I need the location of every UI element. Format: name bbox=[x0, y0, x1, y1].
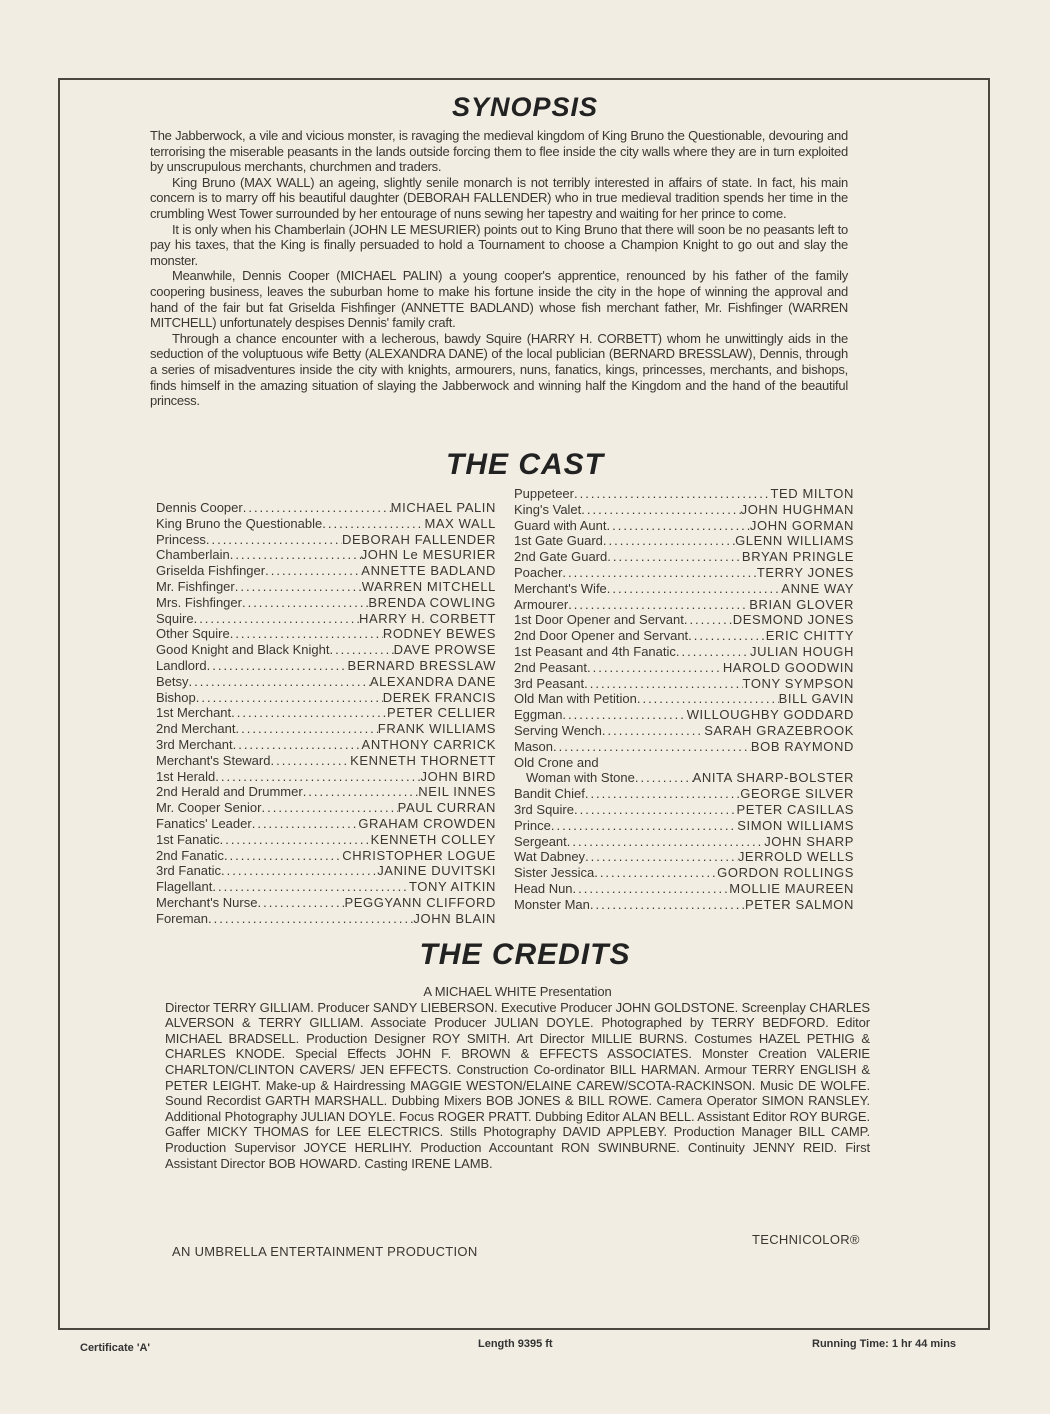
dot-leader bbox=[587, 660, 723, 676]
cast-row bbox=[156, 879, 496, 895]
cast-actor: WARREN MITCHELL bbox=[361, 578, 496, 594]
cast-role: Poacher bbox=[514, 564, 563, 580]
dot-leader bbox=[252, 816, 359, 832]
cast-actor: JOHN GORMAN bbox=[749, 517, 854, 533]
cast-actor: MICHAEL PALIN bbox=[390, 500, 496, 515]
cast-role: Sergeant bbox=[514, 833, 567, 849]
dot-leader bbox=[236, 721, 378, 737]
cast-row bbox=[156, 705, 496, 721]
cast-role: 1st Herald bbox=[156, 768, 216, 784]
cast-row bbox=[514, 786, 854, 802]
synopsis-text bbox=[150, 128, 848, 409]
cast-row bbox=[514, 660, 854, 676]
cast-role: Landlord bbox=[156, 657, 207, 673]
cast-role: Mrs. Fishfinger bbox=[156, 594, 242, 610]
cast-role: Monster Man bbox=[514, 896, 590, 912]
dot-leader bbox=[551, 818, 737, 834]
cast-role: King Bruno the Questionable bbox=[156, 515, 323, 531]
cast-row bbox=[156, 674, 496, 690]
dot-leader bbox=[221, 863, 377, 879]
dot-leader bbox=[602, 723, 704, 739]
cast-role: 2nd Herald and Drummer bbox=[156, 784, 303, 800]
dot-leader bbox=[574, 486, 770, 502]
cast-actor: WILLOUGHBY GODDARD bbox=[686, 707, 854, 723]
dot-leader bbox=[584, 676, 742, 692]
cast-row bbox=[156, 769, 496, 785]
synopsis-paragraph: It is only when his Chamberlain (JOHN LE MESURIER) points out to King Bruno that there will soon be no peasants left to pay his taxes, that the King is finally persuaded to hold a Tournament to choose a Champion Knight to go out and slay the monster. bbox=[150, 221, 848, 268]
cast-row bbox=[514, 676, 854, 692]
dot-leader bbox=[206, 532, 342, 548]
cast-actor: JERROLD WELLS bbox=[737, 849, 854, 865]
cast-row bbox=[514, 612, 854, 628]
cast-actor: GEORGE SILVER bbox=[740, 786, 854, 802]
cast-row bbox=[156, 516, 496, 532]
cast-row bbox=[156, 737, 496, 753]
cast-role: Armourer bbox=[514, 596, 569, 612]
synopsis-title: SYNOPSIS bbox=[451, 92, 599, 122]
dot-leader bbox=[262, 800, 398, 816]
dot-leader bbox=[212, 879, 409, 895]
cast-list-right bbox=[514, 486, 854, 913]
cast-role: 1st Peasant and 4th Fanatic bbox=[514, 643, 676, 659]
dot-leader bbox=[207, 658, 348, 674]
cast-actor: JANINE DUVITSKI bbox=[377, 863, 496, 879]
synopsis-paragraph: King Bruno (MAX WALL) an ageing, slightly senile monarch is not terribly interested in affairs of state. In fact, his main concern is to marry off his beautiful daughter (DEBORAH FALLENDER) who in true medieval tradition spends her time in the crumbling West Tower surrounded by her entourage of nuns sewing her tapestry and waiting for her prince to come. bbox=[150, 174, 848, 221]
cast-row bbox=[514, 818, 854, 834]
cast-actor: PAUL CURRAN bbox=[397, 800, 496, 816]
cast-role: 2nd Door Opener and Servant bbox=[514, 628, 689, 644]
cast-role: Wat Dabney bbox=[514, 849, 586, 865]
cast-row bbox=[156, 500, 496, 516]
dot-leader bbox=[585, 786, 740, 802]
cast-actor: TONY AITKIN bbox=[408, 879, 496, 895]
cast-actor: KENNETH THORNETT bbox=[350, 752, 496, 768]
cast-role: Woman with Stone bbox=[526, 770, 635, 786]
cast-role: Squire bbox=[156, 610, 194, 626]
cast-role: Mr. Cooper Senior bbox=[156, 800, 262, 816]
dot-leader bbox=[230, 547, 361, 563]
cast-actor: JOHN BLAIN bbox=[413, 910, 496, 926]
cast-role: Betsy bbox=[156, 673, 189, 689]
cast-row bbox=[514, 707, 854, 723]
dot-leader bbox=[235, 579, 362, 595]
cast-role: Dennis Cooper bbox=[156, 500, 243, 515]
dot-leader bbox=[265, 563, 361, 579]
cast-row bbox=[156, 690, 496, 706]
cast-row bbox=[514, 597, 854, 613]
cast-role: Prince bbox=[514, 817, 551, 833]
cast-actor: BILL GAVIN bbox=[778, 691, 854, 707]
cast-role: Eggman bbox=[514, 707, 563, 723]
cast-actor: PETER CELLIER bbox=[387, 705, 496, 721]
cast-actor: GLENN WILLIAMS bbox=[735, 533, 854, 549]
cast-row bbox=[514, 770, 854, 786]
dot-leader bbox=[233, 737, 362, 753]
cast-actor: DEBORAH FALLENDER bbox=[342, 531, 496, 547]
cast-role: 2nd Fanatic bbox=[156, 847, 224, 863]
credits-body: Director TERRY GILLIAM. Producer SANDY LIEBERSON. Executive Producer JOHN GOLDSTONE. Screenplay CHARLES ALVERSON & TERRY GILLIAM. Associate Producer JULIAN DOYLE. Photographed by TERRY BEDFORD. Editor MICHAEL BRADSELL. Production Designer ROY SMITH. Art Director MILLIE BURNS. Costumes HAZEL PETHIG & CHARLES KNODE. Special Effects JOHN F. BROWN & EFFECTS ASSOCIATES. Monster Creation VALERIE CHARLTON/CLINTON CAVERS/ JEN EFFECTS. Construction Co-ordinator BILL HARMAN. Armour TERRY ENGLISH & PETER LEIGHT. Make-up & Hairdressing MAGGIE WESTON/ELAINE CAREW/SCOTA-RACKINSON. Music DE WOLFE. Sound Recordist GARTH MARSHALL. Dubbing Mixers BOB JONES & BILL ROWE. Camera Operator SIMON RANSLEY. Additional Photography JULIAN DOYLE. Focus ROGER PRATT. Dubbing Editor ALAN BELL. Assistant Editor ROY BURGE. Gaffer MICKY THOMAS for LEE ELECTRICS. Stills Photography DAVID APPLEBY. Production Manager BILL CAMP. Production Supervisor JOYCE HERLIHY. Production Accountant RON SWINBURNE. Continuity JENNY REID. First Assistant Director BOB HOWARD. Casting IRENE LAMB. bbox=[165, 999, 870, 1171]
dot-leader bbox=[688, 628, 766, 644]
cast-role: Chamberlain bbox=[156, 547, 230, 563]
dot-leader bbox=[590, 897, 745, 913]
cast-role: Mason bbox=[514, 738, 554, 754]
cast-row bbox=[514, 565, 854, 581]
cast-role: Griselda Fishfinger bbox=[156, 563, 266, 579]
dot-leader bbox=[220, 832, 371, 848]
cast-row bbox=[156, 626, 496, 642]
cast-row bbox=[156, 895, 496, 911]
cast-role: 1st Fanatic bbox=[156, 831, 220, 847]
cast-actor: DEREK FRANCIS bbox=[382, 689, 496, 705]
cast-row bbox=[514, 502, 854, 518]
cast-role: Good Knight and Black Knight bbox=[156, 642, 330, 658]
dot-leader bbox=[581, 502, 740, 518]
cast-role: Puppeteer bbox=[514, 486, 574, 501]
cast-title: THE CAST bbox=[446, 448, 604, 481]
cast-actor: DESMOND JONES bbox=[732, 612, 854, 628]
cast-row bbox=[156, 532, 496, 548]
cast-actor: MAX WALL bbox=[424, 515, 496, 531]
credits-text bbox=[165, 984, 870, 1171]
certificate: Certificate 'A' bbox=[80, 1342, 151, 1354]
cast-role-line: Old Crone and bbox=[514, 754, 599, 770]
dot-leader bbox=[257, 895, 344, 911]
cast-row bbox=[514, 849, 854, 865]
cast-role: Merchant's Nurse bbox=[156, 894, 258, 910]
cast-actor: BRYAN PRINGLE bbox=[741, 549, 854, 565]
cast-row bbox=[514, 628, 854, 644]
cast-row bbox=[156, 721, 496, 737]
cast-role: Foreman bbox=[156, 910, 209, 926]
dot-leader bbox=[635, 770, 693, 786]
cast-actor: ANNE WAY bbox=[781, 580, 854, 596]
cast-actor: JOHN HUGHMAN bbox=[740, 501, 854, 517]
cast-actor: BRIAN GLOVER bbox=[749, 596, 854, 612]
cast-role: Serving Wench bbox=[514, 722, 602, 738]
cast-row bbox=[156, 579, 496, 595]
dot-leader bbox=[568, 597, 749, 613]
dot-leader bbox=[553, 739, 751, 755]
cast-actor: CHRISTOPHER LOGUE bbox=[342, 847, 496, 863]
technicolor-mark: TECHNICOLOR® bbox=[752, 1232, 860, 1247]
cast-actor: BRENDA COWLING bbox=[368, 594, 496, 610]
synopsis-paragraph: Meanwhile, Dennis Cooper (MICHAEL PALIN) a young cooper's apprentice, renounced by his father of the family coopering business, leaves the suburban home to make his fortune inside the city in the hope of winning the approval and hand of the fair but fat Griselda Fishfinger (ANNETTE BADLAND) whose fish merchant father, Mr. Fishfinger (WARREN MITCHELL) unfortunately despises Dennis' family craft. bbox=[150, 268, 848, 331]
cast-actor: TERRY JONES bbox=[756, 564, 854, 580]
cast-actor: ANNETTE BADLAND bbox=[361, 563, 496, 579]
running-time: Running Time: 1 hr 44 mins bbox=[812, 1338, 957, 1350]
dot-leader bbox=[567, 834, 764, 850]
cast-role: 2nd Merchant bbox=[156, 721, 236, 737]
cast-row bbox=[156, 611, 496, 627]
cast-actor: RODNEY BEWES bbox=[382, 626, 496, 642]
production-company: AN UMBRELLA ENTERTAINMENT PRODUCTION bbox=[172, 1244, 478, 1259]
cast-role: Other Squire bbox=[156, 626, 230, 642]
cast-role: 1st Merchant bbox=[156, 705, 232, 721]
cast-actor: DAVE PROWSE bbox=[393, 642, 496, 658]
cast-row bbox=[156, 832, 496, 848]
cast-actor: PETER CASILLAS bbox=[736, 801, 854, 817]
cast-row bbox=[156, 595, 496, 611]
cast-role: 1st Gate Guard bbox=[514, 533, 603, 549]
cast-row bbox=[156, 863, 496, 879]
cast-actor: JOHN SHARP bbox=[764, 833, 854, 849]
cast-row bbox=[514, 533, 854, 549]
cast-actor: HAROLD GOODWIN bbox=[722, 659, 854, 675]
cast-actor: PETER SALMON bbox=[744, 896, 854, 912]
dot-leader bbox=[215, 769, 420, 785]
dot-leader bbox=[573, 881, 730, 897]
cast-role: Head Nun bbox=[514, 880, 573, 896]
dot-leader bbox=[684, 612, 733, 628]
cast-actor: PEGGYANN CLIFFORD bbox=[344, 894, 496, 910]
dot-leader bbox=[562, 565, 756, 581]
presentation-line: A MICHAEL WHITE Presentation bbox=[423, 984, 612, 999]
cast-role: Fanatics' Leader bbox=[156, 815, 252, 831]
cast-row bbox=[514, 644, 854, 660]
cast-role: 1st Door Opener and Servant bbox=[514, 612, 684, 628]
cast-row bbox=[514, 518, 854, 534]
cast-row bbox=[514, 865, 854, 881]
cast-actor: HARRY H. CORBETT bbox=[359, 610, 496, 626]
cast-row bbox=[514, 881, 854, 897]
cast-actor: ANITA SHARP-BOLSTER bbox=[692, 770, 854, 786]
cast-row bbox=[514, 834, 854, 850]
cast-row bbox=[156, 848, 496, 864]
dot-leader bbox=[607, 581, 782, 597]
cast-actor: TONY SYMPSON bbox=[742, 675, 854, 691]
dot-leader bbox=[194, 611, 359, 627]
cast-role: Mr. Fishfinger bbox=[156, 578, 235, 594]
cast-role: Old Man with Petition bbox=[514, 691, 637, 707]
cast-row bbox=[156, 816, 496, 832]
cast-role: Merchant's Steward bbox=[156, 752, 271, 768]
dot-leader bbox=[676, 644, 750, 660]
cast-actor: BOB RAYMOND bbox=[750, 738, 854, 754]
cast-actor: KENNETH COLLEY bbox=[370, 831, 496, 847]
cast-row bbox=[514, 802, 854, 818]
cast-role: 2nd Gate Guard bbox=[514, 549, 608, 565]
cast-actor: GORDON ROLLINGS bbox=[717, 865, 854, 881]
cast-row bbox=[514, 723, 854, 739]
film-length: Length 9395 ft bbox=[478, 1338, 553, 1350]
cast-actor: ALEXANDRA DANE bbox=[369, 673, 496, 689]
cast-row bbox=[156, 563, 496, 579]
cast-role: King's Valet bbox=[514, 501, 582, 517]
cast-actor: ANTHONY CARRICK bbox=[361, 736, 496, 752]
dot-leader bbox=[189, 674, 370, 690]
cast-role: 3rd Peasant bbox=[514, 675, 585, 691]
dot-leader bbox=[607, 518, 750, 534]
cast-role: Merchant's Wife bbox=[514, 580, 607, 596]
cast-actor: GRAHAM CROWDEN bbox=[358, 815, 496, 831]
dot-leader bbox=[585, 849, 738, 865]
dot-leader bbox=[329, 642, 393, 658]
cast-actor: SARAH GRAZEBROOK bbox=[704, 722, 854, 738]
dot-leader bbox=[224, 848, 342, 864]
dot-leader bbox=[270, 753, 350, 769]
cast-actor: ERIC CHITTY bbox=[765, 628, 854, 644]
cast-actor: NEIL INNES bbox=[418, 784, 496, 800]
dot-leader bbox=[243, 500, 391, 516]
cast-row bbox=[156, 547, 496, 563]
cast-role: 3rd Fanatic bbox=[156, 863, 222, 879]
synopsis-paragraph: The Jabberwock, a vile and vicious monster, is ravaging the medieval kingdom of King Bruno the Questionable, devouring and terrorising the miserable peasants in the lands outside forcing them to flee inside the city walls where they are in turn exploited by unscrupulous merchants, churchmen and traders. bbox=[150, 128, 848, 175]
dot-leader bbox=[562, 707, 686, 723]
cast-actor: SIMON WILLIAMS bbox=[737, 817, 854, 833]
dot-leader bbox=[303, 784, 419, 800]
cast-row bbox=[156, 800, 496, 816]
cast-row bbox=[156, 911, 496, 927]
cast-role: Flagellant bbox=[156, 879, 213, 895]
dot-leader bbox=[322, 516, 424, 532]
cast-role: Sister Jessica bbox=[514, 865, 595, 881]
cast-row bbox=[156, 658, 496, 674]
credits-title: THE CREDITS bbox=[419, 938, 631, 971]
cast-role: Bandit Chief bbox=[514, 786, 585, 802]
cast-actor: FRANK WILLIAMS bbox=[377, 721, 496, 737]
dot-leader bbox=[230, 626, 383, 642]
dot-leader bbox=[594, 865, 717, 881]
cast-row bbox=[156, 784, 496, 800]
cast-row bbox=[514, 691, 854, 707]
dot-leader bbox=[637, 691, 779, 707]
cast-row bbox=[514, 897, 854, 913]
cast-row bbox=[514, 739, 854, 755]
cast-actor: JULIAN HOUGH bbox=[750, 643, 854, 659]
dot-leader bbox=[231, 705, 387, 721]
dot-leader bbox=[208, 911, 413, 927]
dot-leader bbox=[603, 533, 735, 549]
cast-role: Guard with Aunt bbox=[514, 517, 607, 533]
cast-role: Bishop bbox=[156, 689, 196, 705]
cast-row bbox=[514, 581, 854, 597]
cast-row bbox=[156, 642, 496, 658]
cast-actor: MOLLIE MAUREEN bbox=[729, 880, 854, 896]
cast-list-left bbox=[156, 500, 496, 927]
cast-role: 3rd Squire bbox=[514, 801, 574, 817]
cast-actor: JOHN Le MESURIER bbox=[360, 547, 496, 563]
cast-role: 3rd Merchant bbox=[156, 736, 233, 752]
cast-role: 2nd Peasant bbox=[514, 659, 588, 675]
cast-actor: BERNARD BRESSLAW bbox=[347, 657, 496, 673]
cast-row bbox=[514, 549, 854, 565]
dot-leader bbox=[242, 595, 368, 611]
cast-row bbox=[514, 486, 854, 502]
dot-leader bbox=[574, 802, 737, 818]
synopsis-paragraph: Through a chance encounter with a lecherous, bawdy Squire (HARRY H. CORBETT) whom he unwittingly aids in the seduction of the voluptuous wife Betty (ALEXANDRA DANE) of the local publician (BERNARD BRESSLAW), Dennis, through a series of misadventures inside the city with knights, armourers, nuns, fanatics, kings, princesses, merchants, and bishops, finds himself in the amazing situation of slaying the Jabberwock and winning half the Kingdom and the hand of the beautiful princess. bbox=[150, 330, 848, 409]
cast-actor: TED MILTON bbox=[770, 486, 854, 501]
dot-leader bbox=[196, 690, 383, 706]
dot-leader bbox=[607, 549, 742, 565]
cast-actor: JOHN BIRD bbox=[420, 768, 496, 784]
cast-row bbox=[156, 753, 496, 769]
cast-role: Princess bbox=[156, 531, 206, 547]
